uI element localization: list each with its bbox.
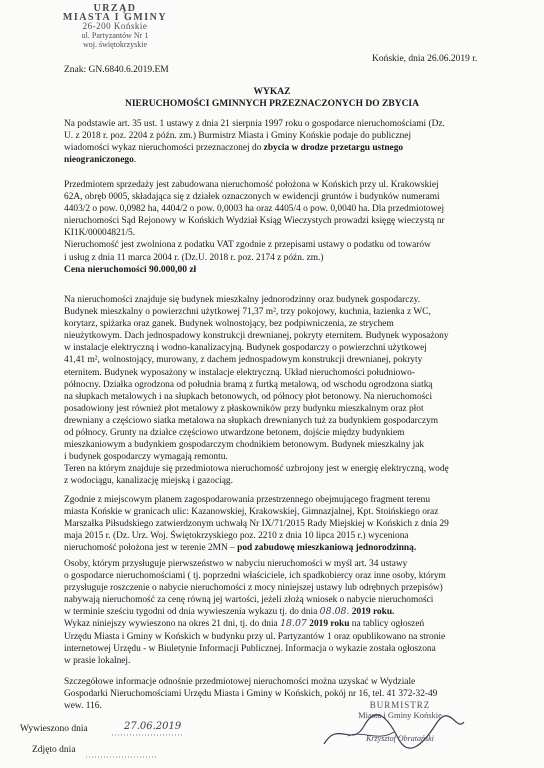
priority-line: nabywają nieruchomość za cenę równą jej wartości, jeżeli złożą wniosek o nabycie nieruchomości (64, 595, 434, 606)
description-paragraph (64, 294, 494, 488)
description-line: eternitem. Budynek wyposażony w instalacje elektryczną. Układ nieruchomości południowo- (64, 367, 415, 378)
intro-line: Na podstawie art. 35 ust. 1 ustawy z dnia 21 sierpnia 1997 roku o gospodarce nieruchomościami (Dz. (64, 119, 445, 129)
description-line: korytarz, spiżarka oraz ganek. Budynek wolnostojący, bez podpiwniczenia, ze strychem (64, 319, 394, 330)
stamp-line-2: MIASTA I GMINY (62, 12, 168, 23)
description-line: na słupkach metalowych i na słupkach betonowych, od północy płot betonowy. Na nieruchomości (64, 391, 433, 402)
description-line: Na nieruchomości znajduje się budynek mieszkalny jednorodzinny oraz budynek gospodarczy. (64, 295, 421, 305)
zoning-line: maja 2015 r. (Dz. Urz. Woj. Świętokrzyskiego poz. 2210 z dnia 10 lipca 2015 r.) wyceniona (64, 531, 409, 542)
description-line: Teren na którym znajduje się przedmiotowa nieruchomość uzbrojony jest w energię elektryczną, wodę (64, 464, 449, 475)
handwritten-posting-end: 18.07 (280, 618, 307, 630)
doc-title: WYKAZ (253, 87, 291, 97)
priority-line: przysługuje roszczenie o nabycie nieruchomości z mocy niniejszej ustawy lub odrębnych przepisów) (64, 583, 443, 594)
signature-scribble (318, 712, 468, 752)
description-line: północny. Działka ogrodzona od południa bramą z furtką metalową, od wschodu ogrodzona siatką (64, 379, 433, 390)
doc-subtitle: NIERUCHOMOŚCI GMINNYCH PRZEZNACZONYCH DO ZBYCIA (125, 99, 419, 109)
priority-line: w prasie lokalnej. (64, 655, 131, 666)
handwritten-deadline: 08.08. (319, 606, 350, 618)
mayor-office: Miasta i Gminy Końskie (358, 710, 442, 720)
posted-label: Wywieszono dnia (20, 724, 88, 734)
zoning-line: Marszałka Piłsudskiego zatwierdzonym uchwałą Nr IX/71/2015 Rady Miejskiej w Końskich z dnia 29 (64, 519, 449, 530)
stamp-line-4: ul. Partyzantów Nr 1 (81, 31, 149, 40)
description-line: i budynek gospodarczy wymagają remontu. (64, 452, 228, 463)
details-line: wew. 116. (64, 701, 102, 712)
description-line: drewniany a częściowo siatka metalowa na słupkach drewnianych tuż za budynkiem gospodarczym (64, 415, 439, 426)
intro-line: nieograniczonego. (64, 155, 137, 166)
description-line: posadowiony jest również płot metalowy z płaskowników przy budynku mieszkalnym oraz płot (64, 403, 424, 414)
subject-paragraph (64, 179, 494, 264)
subject-line: 4403/2 o pow. 0,0982 ha, 4404/2 o pow. 0,0003 ha oraz 4405/4 o pow. 0,0040 ha. Dla przedmiotowej (64, 204, 445, 215)
description-line: w instalacje elektryczną i wodno-kanalizacyjną. Budynek gospodarczy o powierzchni użytkowej (64, 343, 427, 354)
intro-line: U. z 2018 r. poz. 2204 z późn. zm.) Burmistrz Miasta i Gminy Końskie podaje do publicznej (64, 131, 412, 142)
stamp-line-3: 26-200 Końskie (82, 21, 148, 31)
removed-dotted-line (86, 755, 156, 759)
priority-line: Wykaz niniejszy wywieszono na okres 21 dni, tj. do dnia 18.07 2019 roku na tablicy ogłoszeń (64, 618, 425, 630)
description-line: 41,41 m², wolnostojący, murowany, z dachem jednospadowym konstrukcji drewnianej, pokryty (64, 355, 423, 366)
zoning-paragraph (64, 494, 494, 554)
mayor-name: Krzysztof Obratański (366, 734, 434, 743)
removed-label: Zdjęto dnia (32, 745, 76, 755)
description-line: nieużytkowym. Dach jednospadowy konstrukcji drewnianej, pokryty eternitem. Budynek wyposażony (64, 331, 449, 342)
place-date: Końskie, dnia 26.06.2019 r. (372, 54, 478, 64)
priority-line: Osoby, którym przysługuje pierwszeństwo w nabyciu nieruchomości w myśl art. 34 ustawy (64, 559, 408, 569)
subject-line: Nieruchomość jest zwolniona z podatku VAT zgodnie z przepisami ustawy o podatku od towarów (64, 240, 431, 251)
posted-date-handwritten: 27.06.2019 (124, 721, 182, 732)
mayor-title: BURMISTRZ (369, 700, 431, 710)
priority-line: o gospodarce nieruchomościami ( tj. poprzedni właściciele, ich spadkobiercy oraz inne osoby, którym (64, 571, 446, 582)
price-heading: Cena nieruchomości 90.000,00 zł (64, 265, 197, 275)
stamp-line-1: URZĄD (93, 3, 137, 14)
stamp-line-5: woj. świętokrzyskie (83, 40, 147, 49)
intro-line: wiadomości wykaz nieruchomości przeznaczonej do zbycia w drodze przetargu ustnego (64, 143, 404, 154)
case-sign: Znak: GN.6840.6.2019.EM (64, 65, 169, 75)
intro-paragraph (64, 118, 494, 166)
zoning-line: Zgodnie z miejscowym planem zagospodarowania przestrzennego obejmującego fragment terenu (64, 495, 431, 505)
office-stamp (57, 4, 173, 49)
priority-line: w terminie sześciu tygodni od dnia wywieszenia wykazu tj. do dnia 08.08. 2019 roku. (64, 606, 395, 618)
zoning-line: nieruchomość położona jest w terenie 2MN – pod zabudowę mieszkaniową jednorodzinną. (64, 543, 417, 554)
priority-line: Urzędu Miasta i Gminy w Końskich w budynku przy ul. Partyzantów 1 oraz opublikowano na stronie (64, 631, 446, 642)
description-line: z wodociągu, kanalizację miejską i gazociąg. (64, 476, 233, 487)
subject-line: nieruchomości Sąd Rejonowy w Końskich Wydział Ksiąg Wieczystych prowadzi księgę wieczystą nr (64, 216, 445, 227)
subject-line: KI1K/00004821/5. (64, 228, 136, 239)
description-line: od północy. Grunty na działce częściowo utwardzone betonem, dojście między budynkiem (64, 428, 405, 439)
priority-paragraph (64, 558, 494, 667)
posted-dotted-line (112, 733, 182, 737)
details-line: Szczegółowe informacje odnośnie przedmiotowej nieruchomości można uzyskać w Wydziale (64, 677, 416, 687)
zoning-line: miasta Końskie w granicach ulic: Kazanowskiej, Krakowskiej, Gimnazjalnej, Kpt. Stoińskiego oraz (64, 507, 439, 518)
description-line: mieszkaniowym a budynkiem gospodarczym chodnikiem betonowym. Budynek mieszkalny jak (64, 440, 425, 451)
subject-line: 62A, obręb 0005, składająca się z działek oznaczonych w ewidencji gruntów i budynków numerami (64, 192, 440, 203)
subject-line: i usług z dnia 11 marca 2004 r. (Dz.U. 2018 r. poz. 2174 z późn. zm.) (64, 252, 324, 263)
description-line: Budynek mieszkalny o powierzchni użytkowej 71,37 m², trzy pokojowy, kuchnia, łazienka z WC, (64, 307, 431, 318)
details-line: Gospodarki Nieruchomościami Urzędu Miasta i Gminy w Końskich, pokój nr 16, tel. 41 372-32-49 (64, 689, 438, 700)
subject-line: Przedmiotem sprzedaży jest zabudowana nieruchomość położona w Końskich przy ul. Krakowskiej (64, 180, 439, 190)
priority-line: internetowej Urzędu - w Biuletynie Informacji Publicznej. Informacja o wykazie została ogłoszona (64, 643, 436, 654)
